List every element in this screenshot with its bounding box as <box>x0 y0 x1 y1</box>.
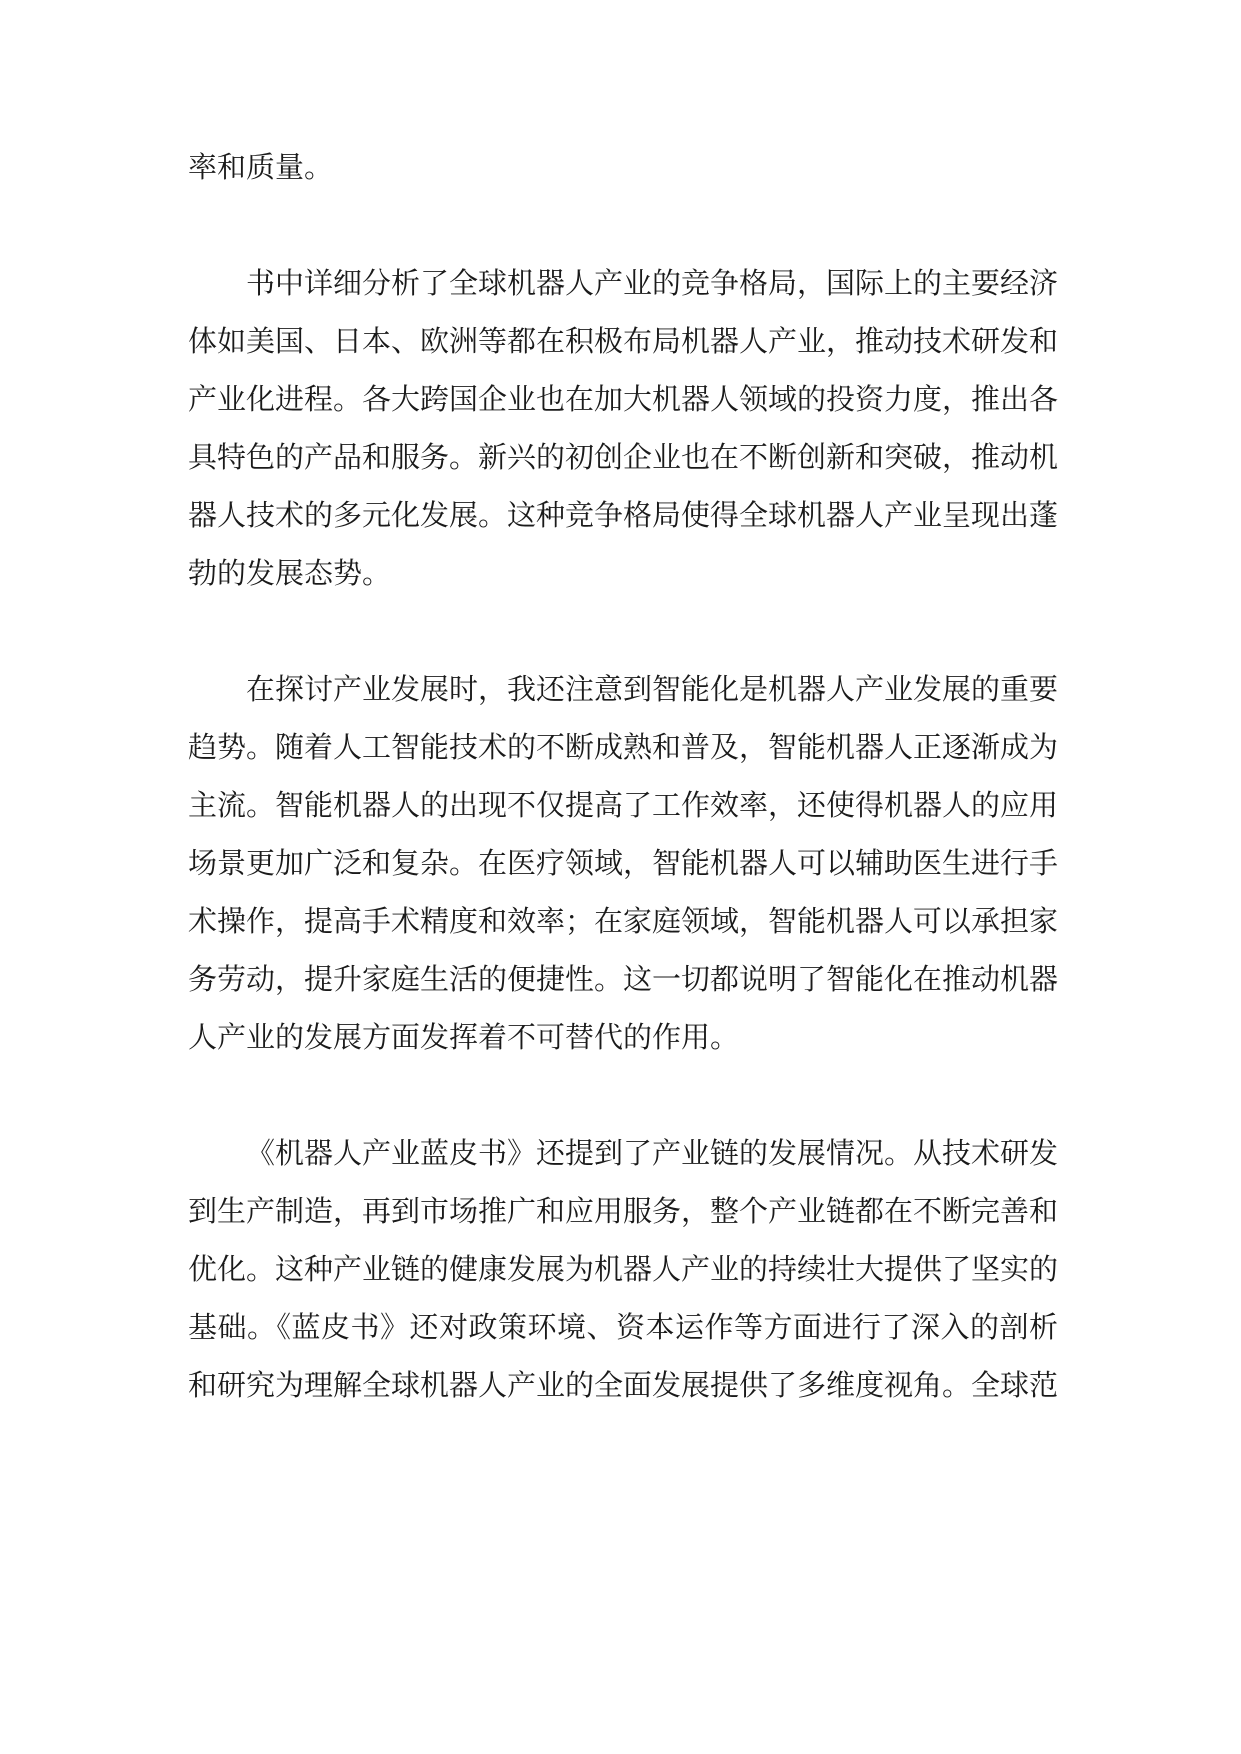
body-text <box>188 138 1058 1414</box>
paragraph-line: 器人技术的多元化发展。这种竞争格局使得全球机器人产业呈现出蓬 <box>188 498 1059 532</box>
paragraph-line: 率和质量。 <box>188 150 334 184</box>
paragraph-line: 场景更加广泛和复杂。在医疗领域，智能机器人可以辅助医生进行手 <box>188 846 1059 880</box>
paragraph-line: 术操作，提高手术精度和效率；在家庭领域，智能机器人可以承担家 <box>188 904 1059 938</box>
paragraph-line: 优化。这种产业链的健康发展为机器人产业的持续壮大提供了坚实的 <box>188 1252 1059 1286</box>
paragraph-line: 在探讨产业发展时，我还注意到智能化是机器人产业发展的重要 <box>246 672 1059 706</box>
paragraph-line: 主流。智能机器人的出现不仅提高了工作效率，还使得机器人的应用 <box>188 788 1059 822</box>
paragraph-line: 勃的发展态势。 <box>188 556 392 590</box>
paragraph-line: 书中详细分析了全球机器人产业的竞争格局，国际上的主要经济 <box>246 266 1059 300</box>
paragraph-spacer <box>188 602 1058 660</box>
paragraph-line: 和研究为理解全球机器人产业的全面发展提供了多维度视角。全球范 <box>188 1368 1059 1402</box>
paragraph-line: 体如美国、日本、欧洲等都在积极布局机器人产业，推动技术研发和 <box>188 324 1059 358</box>
paragraph-spacer <box>188 1066 1058 1124</box>
paragraph-line: 具特色的产品和服务。新兴的初创企业也在不断创新和突破，推动机 <box>188 440 1059 474</box>
paragraph-line: 趋势。随着人工智能技术的不断成熟和普及，智能机器人正逐渐成为 <box>188 730 1059 764</box>
paragraph-line: 基础。《蓝皮书》还对政策环境、资本运作等方面进行了深入的剖析 <box>188 1310 1058 1344</box>
paragraph-line: 产业化进程。各大跨国企业也在加大机器人领域的投资力度，推出各 <box>188 382 1059 416</box>
paragraph-line: 人产业的发展方面发挥着不可替代的作用。 <box>188 1020 740 1054</box>
paragraph-line: 到生产制造，再到市场推广和应用服务，整个产业链都在不断完善和 <box>188 1194 1059 1228</box>
paragraph-line: 《机器人产业蓝皮书》还提到了产业链的发展情况。从技术研发 <box>246 1136 1059 1170</box>
paragraph-line: 务劳动，提升家庭生活的便捷性。这一切都说明了智能化在推动机器 <box>188 962 1059 996</box>
paragraph-spacer <box>188 196 1058 254</box>
